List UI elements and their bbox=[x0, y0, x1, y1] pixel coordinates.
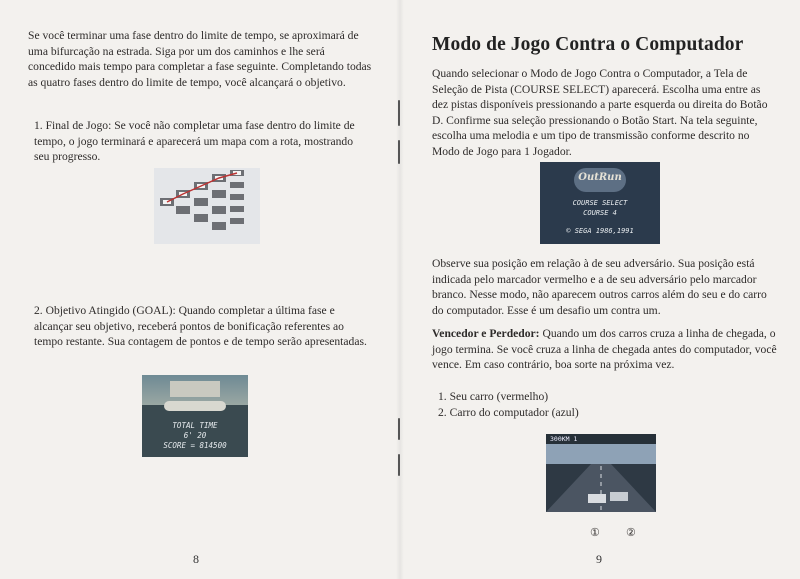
winner-label: Vencedor e Perdedor: bbox=[432, 327, 540, 340]
goal-score-value: SCORE = 814500 bbox=[163, 441, 227, 450]
outrun-logo-text: OutRun bbox=[578, 172, 622, 183]
route-map-graphic bbox=[154, 168, 260, 244]
race-hud: 300KM 1 bbox=[550, 435, 578, 443]
left-intro-paragraph: Se você terminar uma fase dentro do limite de tempo, se aproximará de uma bifurcação na estrada. Siga por um dos caminhos e lhe será concedido mais tempo para completar a fase seguinte. Completando todas as quatro fases dentro do limite de tempo, você alcançará o objetivo. bbox=[28, 29, 372, 89]
car-list-item-computer: 2. Carro do computador (azul) bbox=[438, 405, 579, 419]
right-page-number: 9 bbox=[596, 552, 602, 566]
goal-score-text bbox=[142, 421, 248, 451]
race-graphic bbox=[546, 434, 656, 512]
marker-2: ② bbox=[626, 527, 636, 539]
route-map-screenshot bbox=[154, 168, 260, 244]
course-select-text bbox=[540, 198, 660, 236]
winner-text: Quando um dos carros cruza a linha de chegada, o jogo termina. Se você cruza a linha de chegada antes do computador, você vence. Em caso contrário, boa sorte na próxima vez. bbox=[432, 327, 777, 372]
goal-screenshot bbox=[142, 375, 248, 457]
game-over-item: 1. Final de Jogo: Se você não completar uma fase dentro do limite de tempo, o jogo terminará e aparecerá um mapa com a rota, mostrando seu progresso. bbox=[34, 119, 355, 164]
goal-total-time-label: TOTAL TIME bbox=[172, 421, 218, 430]
course-select-screenshot bbox=[540, 162, 660, 244]
goal-banner bbox=[170, 381, 220, 397]
course-number: COURSE 4 bbox=[583, 209, 617, 217]
goal-item: 2. Objetivo Atingido (GOAL): Quando completar a última fase e alcançar seu objetivo, receberá pontos de bonificação referentes ao tempo restante. Sua contagem de pontos e de tempo serão apresentadas. bbox=[34, 304, 367, 349]
course-select-paragraph: Quando selecionar o Modo de Jogo Contra o Computador, a Tela de Seleção de Pista (COURSE SELECT) aparecerá. Escolha uma entre as dez pistas disponíveis pressionando a parte esquerda ou direita do Botão D. Confirme sua seleção pressionando o Botão Start. Na tela seguinte, escolha uma melodia e um tipo de transmissão conforme descrito no Modo de Jogo para 1 Jogador. bbox=[432, 67, 768, 158]
race-screenshot bbox=[546, 434, 656, 512]
car-list-item-player: 1. Seu carro (vermelho) bbox=[438, 390, 549, 403]
page-title: Modo de Jogo Contra o Computador bbox=[432, 34, 744, 55]
sega-copyright: © SEGA 1986,1991 bbox=[566, 227, 634, 235]
course-select-label: COURSE SELECT bbox=[572, 199, 628, 207]
right-page bbox=[400, 0, 800, 579]
car-list bbox=[438, 389, 738, 420]
position-paragraph: Observe sua posição em relação à de seu adversário. Sua posição está indicada pelo marcador vermelho e a de seu adversário pelo marcador branco. Nesse modo, não aparecem outros carros além do seu e do carro do computador. Esse é um desafio um contra um. bbox=[432, 257, 767, 317]
winner-paragraph bbox=[432, 326, 777, 373]
left-page-number: 8 bbox=[193, 552, 199, 566]
goal-car bbox=[164, 401, 226, 411]
goal-total-time-value: 6' 20 bbox=[183, 431, 207, 440]
marker-1: ① bbox=[590, 527, 600, 539]
